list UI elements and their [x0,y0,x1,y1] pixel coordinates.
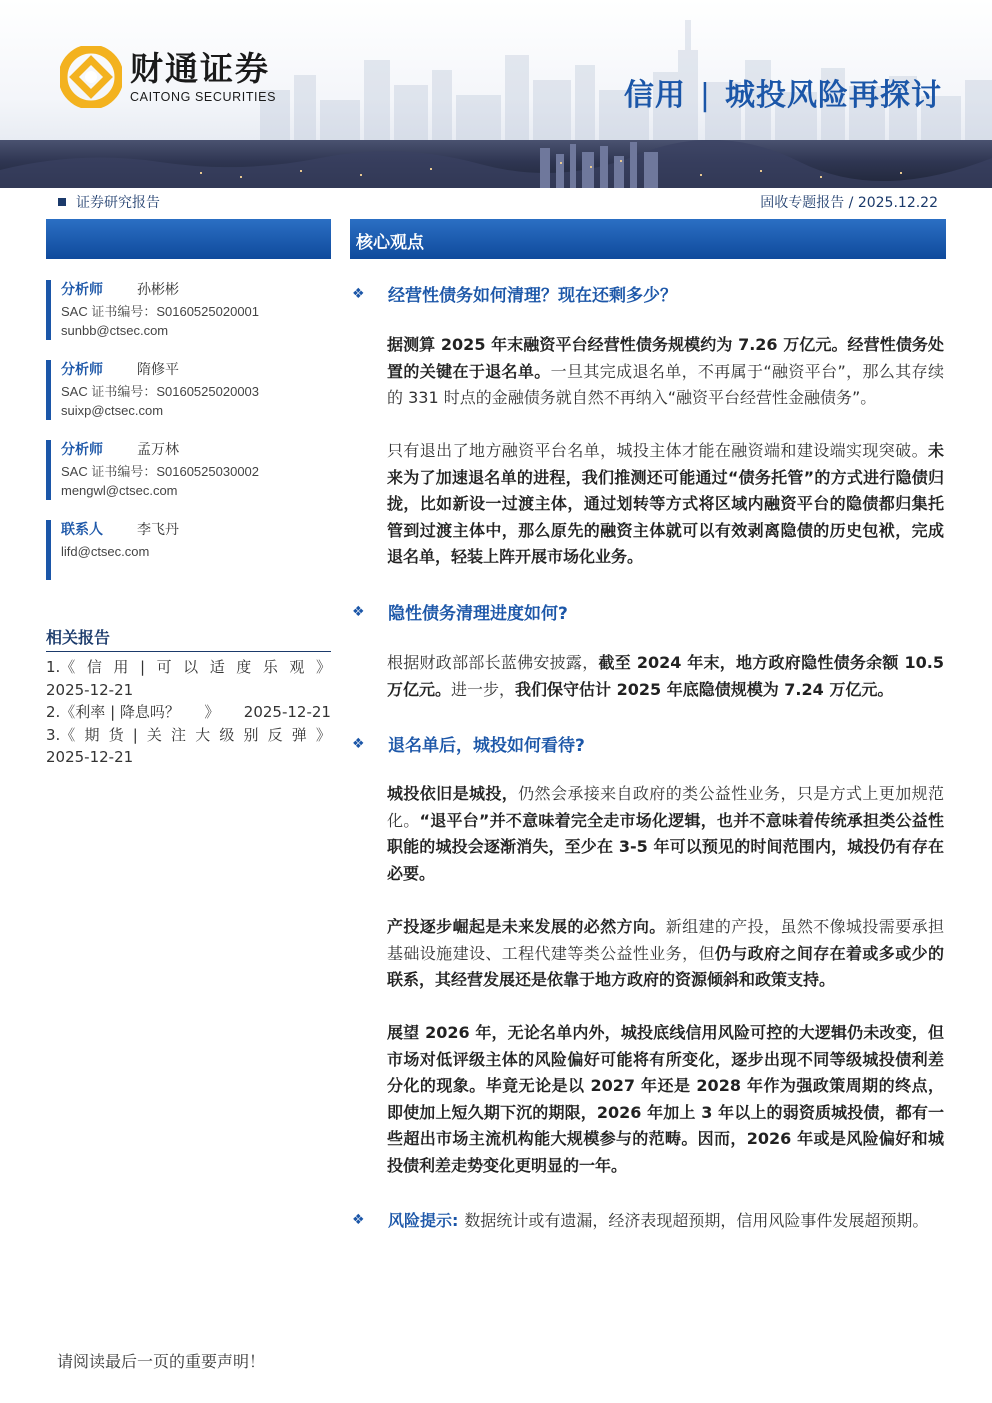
rel-text: 反 [267,725,283,744]
report-type-label: 证券研究报告 [76,195,160,211]
diamond-bullet-icon: ❖ [352,1211,365,1228]
analyst-sac: SAC 证书编号：S0160525020003 [61,384,260,399]
report-header [0,0,992,188]
rel-text: 别 [243,725,259,744]
related-report-item[interactable] [46,724,331,769]
rel-text: 期 [84,725,100,744]
title-separator: | [699,78,711,113]
rel-text: 用 [113,658,129,676]
paragraph [387,650,944,703]
contact-card [46,520,331,580]
question-text: 隐性债务清理进度如何? [388,604,568,624]
bold-text: 未来为了加速退名单的进程，我们推测还可能通过“债务托管”的方式进行隐债归拢，比如新设一过渡主体，通过划转等方式将区域内融资平台的隐债都归集托管到过渡主体中，那么原先的融资主体就可以有效剥离隐债的历史包袱，完成退名单，轻装上阵开展市场化业务。 [387,441,944,566]
normal-text: 进一步， [451,679,516,699]
report-title [624,70,942,114]
contact-role: 联系人 [61,522,103,538]
contact-name: 李飞丹 [137,522,179,538]
analyst-name: 孙彬彬 [137,282,179,298]
rel-text: 》 [315,658,331,676]
normal-text: 仍然会承接来自政府的类公益性业务，只是方式上更加规范化。 [387,784,944,830]
question-heading [352,731,946,756]
paragraph [387,914,944,994]
company-logo [60,46,276,108]
normal-text: 新组建的产投，虽然不像城投需要承担基础设施建设、工程代建等类公益性业务，但 [387,917,944,963]
related-reports [46,625,331,769]
footer-disclaimer: 请阅读最后一页的重要声明！ [57,1352,266,1371]
rel-text: 》 [204,703,220,721]
rel-text: 级 [219,725,235,744]
risk-text: 数据统计或有遗漏，经济表现超预期，信用风险事件发展超预期。 [464,1211,929,1230]
analyst-card [46,360,331,420]
related-report-date: 2025-12-21 [46,680,134,699]
rel-text: 关 [146,725,162,744]
analyst-sac: SAC 证书编号：S0160525020001 [61,304,260,319]
paragraph [387,1020,944,1179]
rel-text: 2.《利率 | 降息吗？ [46,703,180,721]
rel-text: 货 [108,725,124,744]
analyst-role: 分析师 [61,362,103,378]
analyst-name: 孟万林 [137,442,179,458]
rel-text: 弹 [291,725,307,744]
related-reports-title: 相关报告 [46,625,331,652]
normal-text: 根据财政部部长蓝佛安披露， [387,653,599,672]
core-views-banner [350,219,946,259]
bold-text: 城投依旧是城投， [387,784,519,803]
analyst-email[interactable]: mengwl@ctsec.com [61,483,178,498]
risk-warning [352,1208,946,1231]
report-meta: 固收专题报告 / 2025.12.22 [760,195,938,211]
question-heading [352,281,946,306]
rel-text: 3.《 [46,725,76,744]
subheader [46,190,946,214]
related-report-item[interactable] [46,701,331,724]
analyst-card [46,440,331,500]
square-bullet-icon [58,198,66,206]
analyst-email[interactable]: sunbb@ctsec.com [61,323,169,338]
logo-english-name: CAITONG SECURITIES [130,90,277,104]
rel-text: 信 [86,658,102,676]
caitong-logo-icon [60,46,122,108]
related-report-date: 2025-12-21 [243,703,331,721]
normal-text: 一旦其完成退名单，不再属于“融资平台”，那么其存续的 331 时点的金融债务就自然不再纳入“融资平台经营性金融债务”。 [387,361,944,407]
logo-chinese-name: 财通证券 [130,49,270,88]
diamond-bullet-icon: ❖ [352,603,365,620]
core-views-title: 核心观点 [356,233,424,253]
paragraph [387,781,944,887]
analyst-role: 分析师 [61,442,103,458]
rel-text: 》 [315,725,331,744]
rel-text: 适 [209,658,225,676]
report-title-text: 城投风险再探讨 [725,78,942,113]
diamond-bullet-icon: ❖ [352,735,365,752]
analyst-role: 分析师 [61,282,103,298]
diamond-bullet-icon: ❖ [352,285,365,302]
bold-text: 产投逐步崛起是未来发展的必然方向。 [387,917,666,936]
analyst-email[interactable]: suixp@ctsec.com [61,403,164,418]
analyst-sac: SAC 证书编号：S0160525030002 [61,464,260,479]
rel-text: 1.《 [46,658,76,676]
paragraph [387,332,944,412]
bold-text: “退平台”并不意味着完全走市场化逻辑，也并不意味着传统承担类公益性职能的城投会逐渐消失，至少在 3-5 年可以预见的时间范围内，城投仍有存在必要。 [387,810,944,883]
bold-text: 截至 2024 年末，地方政府隐性债务余额 10.5 万亿元。 [387,653,944,699]
report-category: 信用 [623,78,686,113]
paragraph [387,438,944,571]
analyst-card [46,280,331,340]
bold-text: 据测算 2025 年末融资平台经营性债务规模约为 7.26 万亿元。经营性债务处置的关键在于退名单。 [387,335,944,381]
left-column-banner [46,219,331,259]
related-report-item[interactable] [46,656,331,701]
rel-text: 度 [236,658,252,676]
risk-label: 风险提示: [388,1211,459,1230]
question-text: 经营性债务如何清理？现在还剩多少？ [388,286,677,306]
analyst-name: 隋修平 [137,362,179,378]
city-night-banner [0,140,992,188]
rel-text: 注 [171,725,187,744]
rel-text: 观 [289,658,305,676]
rel-text: 大 [195,725,211,744]
bold-text: 展望 2026 年，无论名单内外，城投底线信用风险可控的大逻辑仍未改变，但市场对低评级主体的风险偏好可能将有所变化，逐步出现不同等级城投债利差分化的现象。毕竟无论是以 2027 年还是 2028 年作为强政策周期的终点，即使加上短久期下沉的期限，2026 年加上 3 年以上的弱资质城投债，都有一些超出市场主流机构能大规模参与的范畴。因而，2026 年或是风险偏好和城投债利差走势变化更明显的一年。 [387,1023,944,1175]
bold-text: 我们保守估计 2025 年底隐债规模为 7.24 万亿元。 [515,679,894,699]
rel-text: | [139,658,146,676]
rel-text: | [132,725,138,744]
rel-text: 可 [156,658,172,676]
contact-email[interactable]: lifd@ctsec.com [61,544,150,559]
question-text: 退名单后，城投如何看待? [388,736,585,756]
rel-text: 以 [183,658,199,676]
bold-text: 仍与政府之间存在着或多或少的联系，其经营发展还是依靠于地方政府的资源倾斜和政策支持。 [387,943,944,989]
rel-text: 乐 [262,658,278,676]
report-type [58,192,160,212]
question-heading [352,599,946,624]
normal-text: 只有退出了地方融资平台名单，城投主体才能在融资端和建设端实现突破。 [387,441,928,460]
related-report-date: 2025-12-21 [46,748,134,766]
